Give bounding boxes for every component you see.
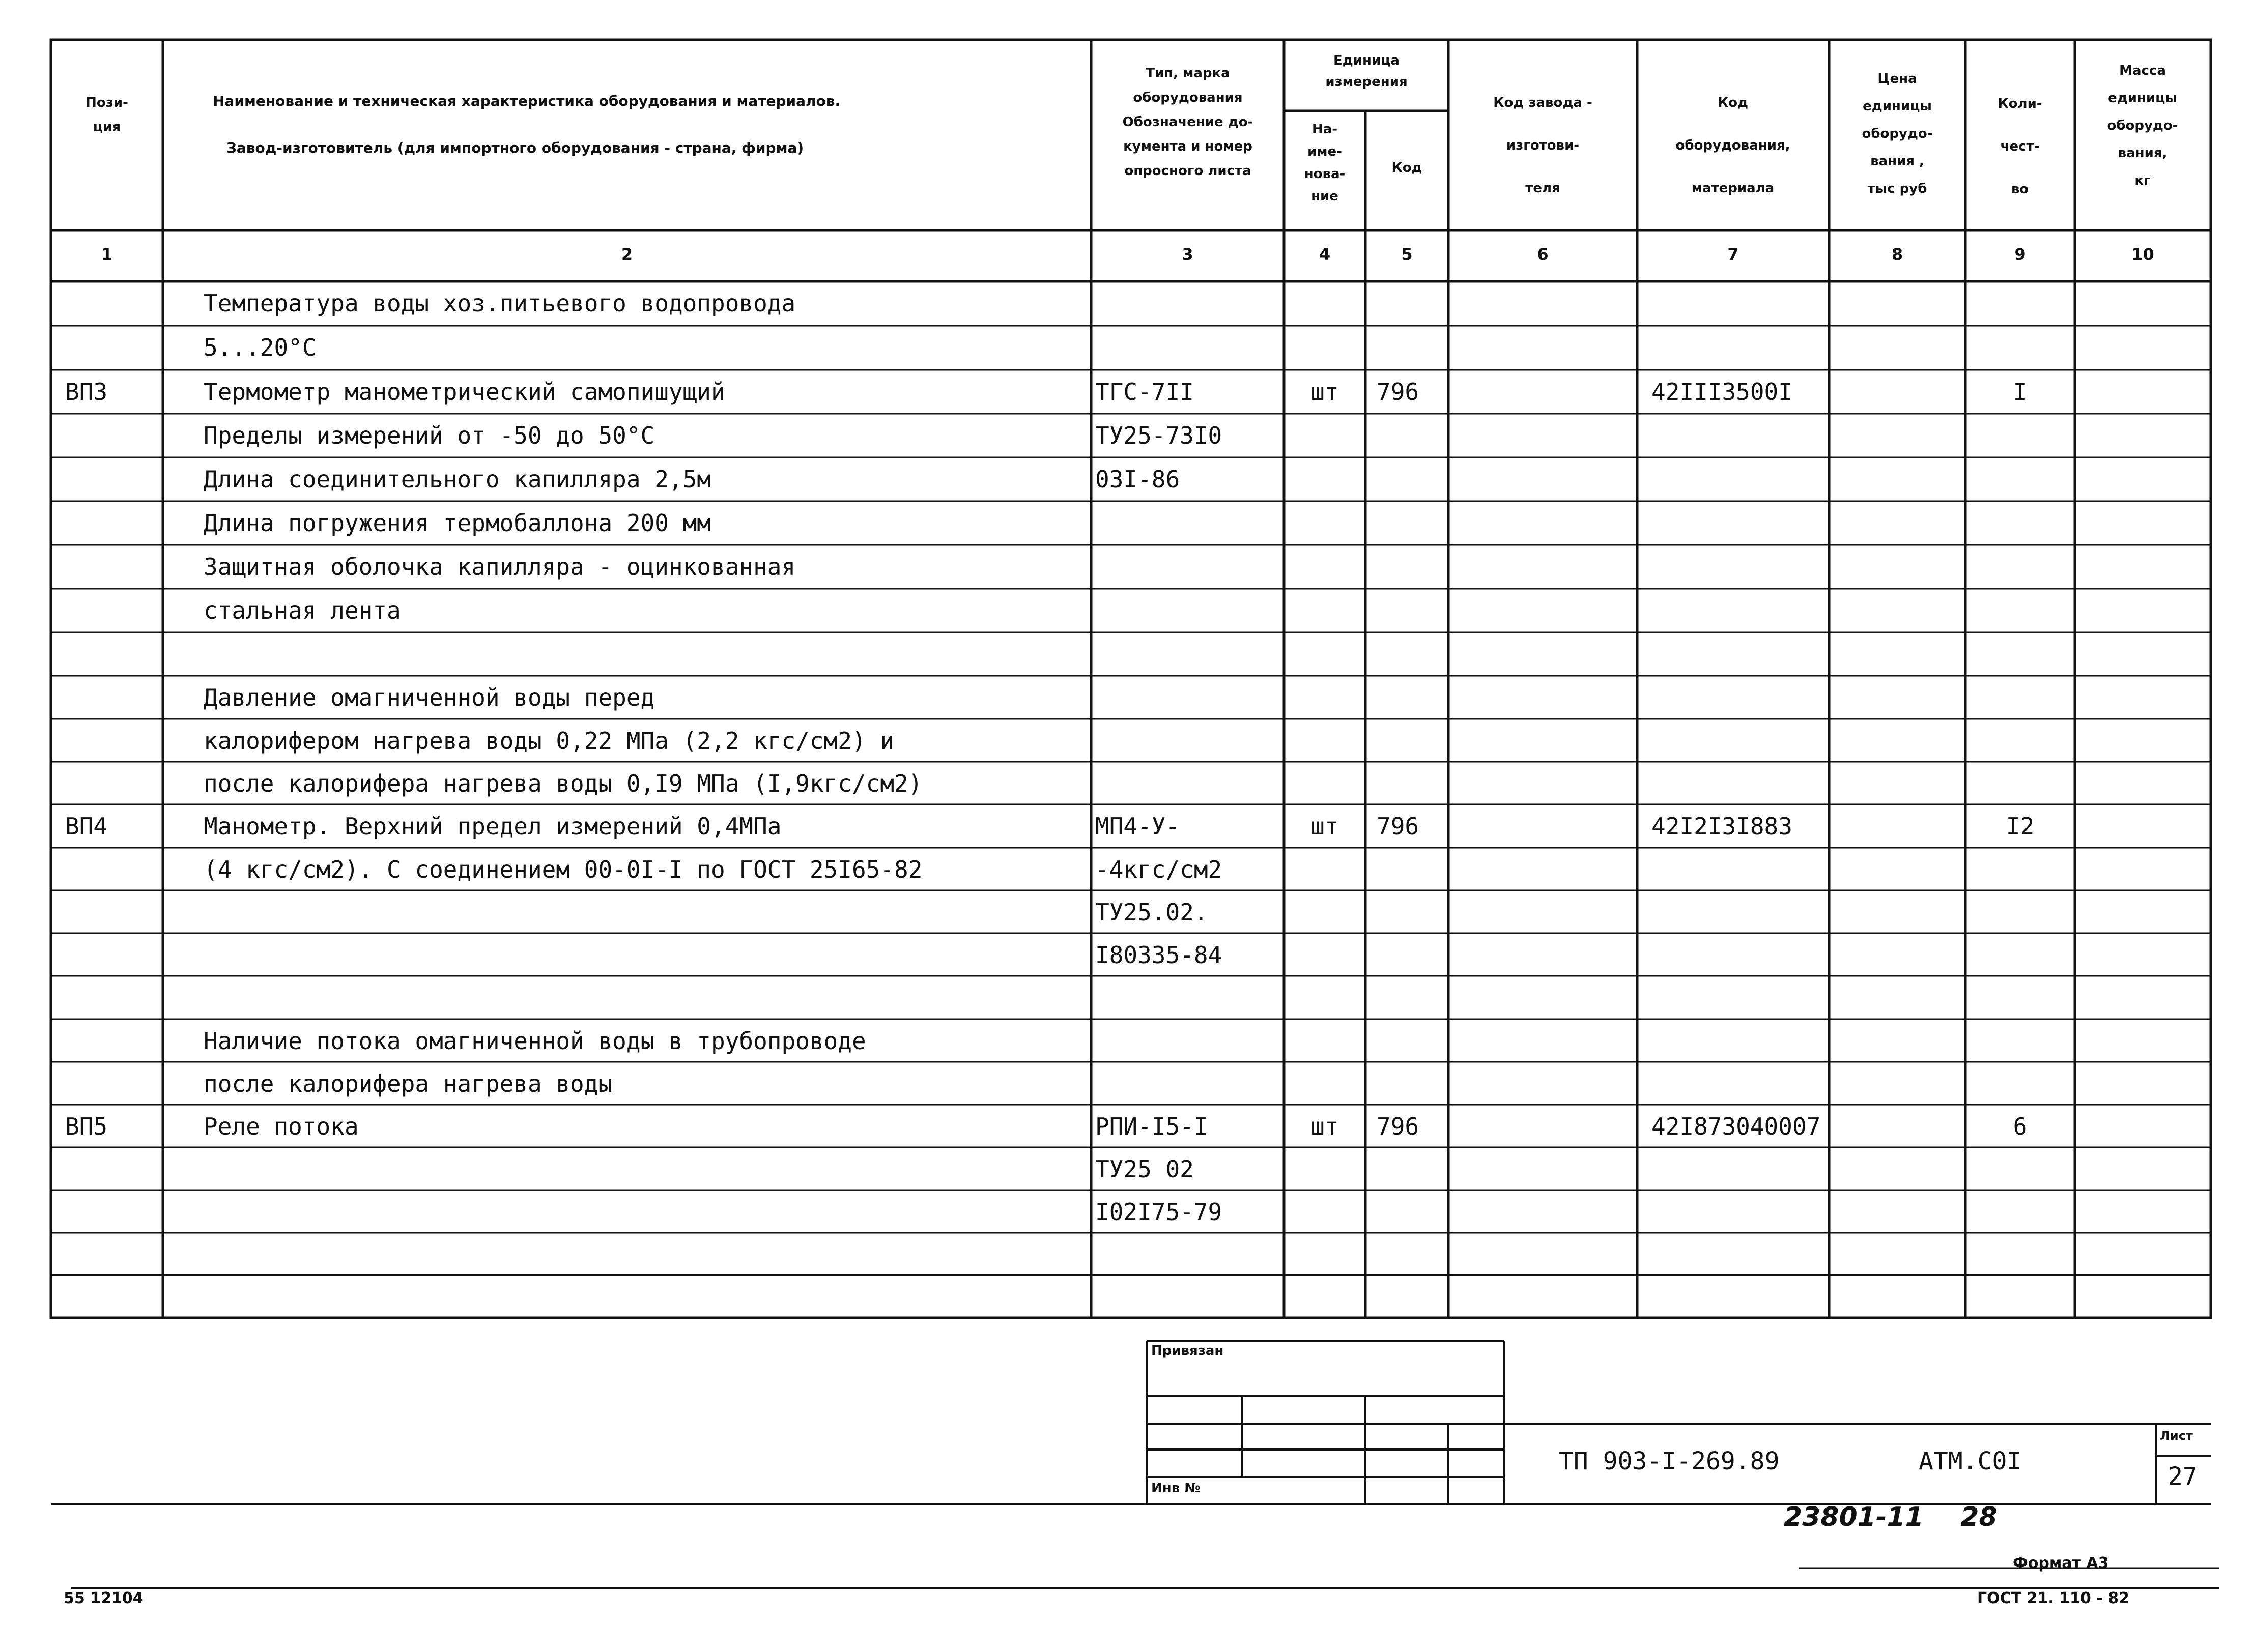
position-cell xyxy=(65,1281,157,1313)
unit-code-cell xyxy=(1377,854,1448,885)
material-code-cell xyxy=(1651,1153,1830,1185)
name-cell: Длина соединительного капилляра 2,5м xyxy=(204,466,711,493)
position-cell xyxy=(65,463,157,495)
unit-code-cell xyxy=(1377,1025,1448,1057)
type-cell: ТУ25-73I0 xyxy=(1095,422,1222,449)
quantity-cell xyxy=(1965,854,2075,885)
type-cell: ТГС-7II xyxy=(1095,378,1194,405)
material-code-cell xyxy=(1651,854,1830,885)
material-code-cell xyxy=(1651,1025,1830,1057)
type-cell: 03I-86 xyxy=(1095,466,1180,493)
quantity-cell xyxy=(1965,1196,2075,1228)
position-cell xyxy=(65,1239,157,1270)
material-code-cell xyxy=(1651,332,1830,363)
name-cell: 5...20°C xyxy=(204,334,317,361)
unit-cell xyxy=(1284,982,1365,1013)
quantity-cell xyxy=(1965,1153,2075,1185)
type-cell xyxy=(1095,639,1283,670)
name-cell: после калорифера нагрева воды xyxy=(204,1070,613,1097)
unit-cell xyxy=(1284,939,1365,971)
position-cell xyxy=(65,332,157,363)
material-code-cell xyxy=(1651,1239,1830,1270)
position-cell xyxy=(65,725,157,757)
type-cell xyxy=(1095,551,1283,583)
material-code-cell xyxy=(1651,725,1830,757)
quantity-cell: I2 xyxy=(2006,813,2035,840)
unit-code-cell xyxy=(1377,682,1448,713)
archive-number: 23801-11 28 xyxy=(1784,1502,1998,1532)
name-cell xyxy=(204,639,1089,670)
type-cell xyxy=(1095,768,1283,799)
type-cell xyxy=(1095,507,1283,539)
quantity-cell xyxy=(1965,420,2075,451)
type-cell xyxy=(1095,1281,1283,1313)
position-cell xyxy=(65,768,157,799)
unit-cell: шт xyxy=(1310,813,1339,840)
unit-cell xyxy=(1284,595,1365,626)
unit-cell xyxy=(1284,332,1365,363)
type-cell: -4кгс/см2 xyxy=(1095,856,1222,883)
header-position: Пози- ция xyxy=(85,95,128,135)
unit-code-cell xyxy=(1377,939,1448,971)
unit-cell xyxy=(1284,551,1365,583)
material-code-cell xyxy=(1651,420,1830,451)
column-number: 8 xyxy=(1891,245,1903,264)
type-cell: I80335-84 xyxy=(1095,941,1222,969)
unit-code-cell xyxy=(1377,595,1448,626)
position-cell xyxy=(65,1068,157,1099)
column-number: 3 xyxy=(1182,245,1193,264)
type-cell xyxy=(1095,982,1283,1013)
position-cell xyxy=(65,896,157,928)
name-cell: Термометр манометрический самопишущий xyxy=(204,378,725,405)
quantity-cell xyxy=(1965,768,2075,799)
column-number: 1 xyxy=(101,245,113,264)
unit-cell xyxy=(1284,896,1365,928)
name-cell xyxy=(204,939,1089,971)
type-cell: МП4-У- xyxy=(1095,813,1180,840)
position-cell xyxy=(65,682,157,713)
material-code-cell xyxy=(1651,551,1830,583)
type-cell xyxy=(1095,1025,1283,1057)
unit-code-cell xyxy=(1377,332,1448,363)
quantity-cell xyxy=(1965,463,2075,495)
unit-code-cell xyxy=(1377,551,1448,583)
position-cell xyxy=(65,287,157,319)
header-type: Тип, марка оборудования Обозначение до- кумента и номер опросного листа xyxy=(1122,66,1253,179)
gost-label: ГОСТ 21. 110 - 82 xyxy=(1977,1589,2129,1607)
type-cell: РПИ-I5-I xyxy=(1095,1113,1208,1140)
quantity-cell xyxy=(1965,725,2075,757)
material-code-cell xyxy=(1651,982,1830,1013)
name-cell xyxy=(204,896,1089,928)
position-cell xyxy=(65,1025,157,1057)
format-label: Формат А3 xyxy=(2013,1554,2109,1572)
column-number: 6 xyxy=(1537,245,1549,264)
type-cell xyxy=(1095,682,1283,713)
column-number: 4 xyxy=(1319,245,1331,264)
unit-cell xyxy=(1284,287,1365,319)
type-cell xyxy=(1095,287,1283,319)
position-cell: ВП3 xyxy=(65,378,108,405)
position-cell: ВП4 xyxy=(65,813,108,840)
unit-cell: шт xyxy=(1310,1113,1339,1140)
quantity-cell xyxy=(1965,551,2075,583)
header-unit-code: Код xyxy=(1391,160,1422,176)
header-material-code: Код оборудования, материала xyxy=(1675,95,1790,196)
quantity-cell xyxy=(1965,939,2075,971)
quantity-cell xyxy=(1965,1281,2075,1313)
unit-cell xyxy=(1284,1068,1365,1099)
unit-code-cell xyxy=(1377,463,1448,495)
position-cell xyxy=(65,1196,157,1228)
column-number: 9 xyxy=(2014,245,2026,264)
sheet-label: Лист xyxy=(2160,1429,2193,1443)
quantity-cell xyxy=(1965,982,2075,1013)
name-cell: стальная лента xyxy=(204,597,401,624)
unit-cell xyxy=(1284,507,1365,539)
quantity-cell xyxy=(1965,332,2075,363)
column-number: 7 xyxy=(1727,245,1739,264)
position-cell xyxy=(65,639,157,670)
type-cell xyxy=(1095,332,1283,363)
material-code-cell xyxy=(1651,896,1830,928)
unit-code-cell: 796 xyxy=(1377,1113,1419,1140)
linked-label: Привязан xyxy=(1151,1343,1224,1358)
material-code-cell xyxy=(1651,1196,1830,1228)
name-cell xyxy=(204,982,1089,1013)
unit-cell xyxy=(1284,639,1365,670)
unit-cell xyxy=(1284,1239,1365,1270)
quantity-cell: I xyxy=(2013,378,2028,405)
position-cell xyxy=(65,551,157,583)
position-cell xyxy=(65,854,157,885)
name-cell: Защитная оболочка капилляра - оцинкованная xyxy=(204,553,796,581)
position-cell xyxy=(65,1153,157,1185)
unit-cell xyxy=(1284,768,1365,799)
header-quantity: Коли- чест- во xyxy=(1998,96,2042,197)
material-code-cell xyxy=(1651,287,1830,319)
unit-code-cell xyxy=(1377,768,1448,799)
quantity-cell xyxy=(1965,1239,2075,1270)
unit-cell xyxy=(1284,682,1365,713)
header-unit-name: На- име- нова- ние xyxy=(1304,122,1346,204)
quantity-cell: 6 xyxy=(2013,1113,2028,1140)
quantity-cell xyxy=(1965,1068,2075,1099)
material-code-cell xyxy=(1651,1281,1830,1313)
unit-code-cell: 796 xyxy=(1377,813,1419,840)
material-code-cell xyxy=(1651,507,1830,539)
material-code-cell xyxy=(1651,939,1830,971)
type-cell: ТУ25.02. xyxy=(1095,899,1208,926)
unit-code-cell xyxy=(1377,982,1448,1013)
header-unit-group: Единица измерения xyxy=(1325,53,1408,90)
material-code-cell: 42I873040007 xyxy=(1651,1113,1821,1140)
unit-cell xyxy=(1284,725,1365,757)
unit-code-cell xyxy=(1377,1196,1448,1228)
position-cell xyxy=(65,939,157,971)
type-cell xyxy=(1095,725,1283,757)
footer-code: 55 12104 xyxy=(64,1589,144,1607)
unit-code-cell xyxy=(1377,1281,1448,1313)
name-cell: Давление омагниченной воды перед xyxy=(204,684,655,711)
material-code-cell: 42III3500I xyxy=(1651,378,1792,405)
unit-cell xyxy=(1284,1025,1365,1057)
name-cell: Реле потока xyxy=(204,1113,359,1140)
position-cell xyxy=(65,507,157,539)
column-number: 2 xyxy=(621,245,633,264)
header-mass: Масса единицы оборудо- вания, кг xyxy=(2107,63,2178,188)
material-code-cell xyxy=(1651,595,1830,626)
position-cell xyxy=(65,595,157,626)
material-code-cell xyxy=(1651,682,1830,713)
quantity-cell xyxy=(1965,287,2075,319)
quantity-cell xyxy=(1965,896,2075,928)
name-cell: Манометр. Верхний предел измерений 0,4МПа xyxy=(204,813,782,840)
quantity-cell xyxy=(1965,639,2075,670)
type-cell: I02I75-79 xyxy=(1095,1198,1222,1226)
material-code-cell xyxy=(1651,463,1830,495)
column-number: 10 xyxy=(2131,245,2154,264)
unit-cell xyxy=(1284,420,1365,451)
sheet-number: 27 xyxy=(2168,1462,2198,1491)
material-code-cell xyxy=(1651,768,1830,799)
header-name-line1: Наименование и техническая характеристика оборудования и материалов. xyxy=(213,93,841,109)
position-cell: ВП5 xyxy=(65,1113,108,1140)
quantity-cell xyxy=(1965,595,2075,626)
unit-code-cell xyxy=(1377,725,1448,757)
unit-cell xyxy=(1284,1153,1365,1185)
quantity-cell xyxy=(1965,507,2075,539)
unit-code-cell xyxy=(1377,639,1448,670)
name-cell: калорифером нагрева воды 0,22 МПа (2,2 кгс/см2) и xyxy=(204,727,895,755)
name-cell: Наличие потока омагниченной воды в трубопроводе xyxy=(204,1027,866,1055)
unit-cell xyxy=(1284,1281,1365,1313)
type-cell xyxy=(1095,1239,1283,1270)
name-cell: Длина погружения термобаллона 200 мм xyxy=(204,509,711,537)
unit-code-cell xyxy=(1377,896,1448,928)
unit-cell: шт xyxy=(1310,378,1339,405)
unit-code-cell xyxy=(1377,507,1448,539)
header-price: Цена единицы оборудо- вания , тыс руб xyxy=(1862,71,1933,196)
name-cell xyxy=(204,1281,1089,1313)
unit-code-cell xyxy=(1377,1068,1448,1099)
unit-cell xyxy=(1284,1196,1365,1228)
unit-code-cell xyxy=(1377,1239,1448,1270)
material-code-cell xyxy=(1651,1068,1830,1099)
name-cell: Температура воды хоз.питьевого водопровода xyxy=(204,289,796,317)
type-cell xyxy=(1095,1068,1283,1099)
quantity-cell xyxy=(1965,1025,2075,1057)
name-cell xyxy=(204,1153,1089,1185)
type-cell xyxy=(1095,595,1283,626)
unit-code-cell xyxy=(1377,420,1448,451)
header-vendor-code: Код завода - изготови- теля xyxy=(1493,95,1592,196)
unit-cell xyxy=(1284,463,1365,495)
column-number: 5 xyxy=(1401,245,1413,264)
quantity-cell xyxy=(1965,682,2075,713)
unit-code-cell xyxy=(1377,1153,1448,1185)
unit-code-cell xyxy=(1377,287,1448,319)
name-cell xyxy=(204,1196,1089,1228)
type-cell: ТУ25 02 xyxy=(1095,1155,1194,1183)
name-cell: (4 кгс/см2). С соединением 00-0I-I по ГОСТ 25I65-82 xyxy=(204,856,923,883)
unit-code-cell: 796 xyxy=(1377,378,1419,405)
name-cell: после калорифера нагрева воды 0,I9 МПа (I,9кгс/см2) xyxy=(204,770,923,797)
name-cell: Пределы измерений от -50 до 50°C xyxy=(204,422,655,449)
document-mark: АТМ.С0I xyxy=(1919,1447,2022,1475)
position-cell xyxy=(65,982,157,1013)
unit-cell xyxy=(1284,854,1365,885)
material-code-cell: 42I2I3I883 xyxy=(1651,813,1792,840)
material-code-cell xyxy=(1651,639,1830,670)
header-name-line2: Завод-изготовитель (для импортного оборудования - страна, фирма) xyxy=(226,139,804,156)
inventory-number-label: Инв № xyxy=(1151,1481,1201,1496)
position-cell xyxy=(65,420,157,451)
document-code: ТП 903-I-269.89 xyxy=(1559,1447,1780,1475)
name-cell xyxy=(204,1239,1089,1270)
